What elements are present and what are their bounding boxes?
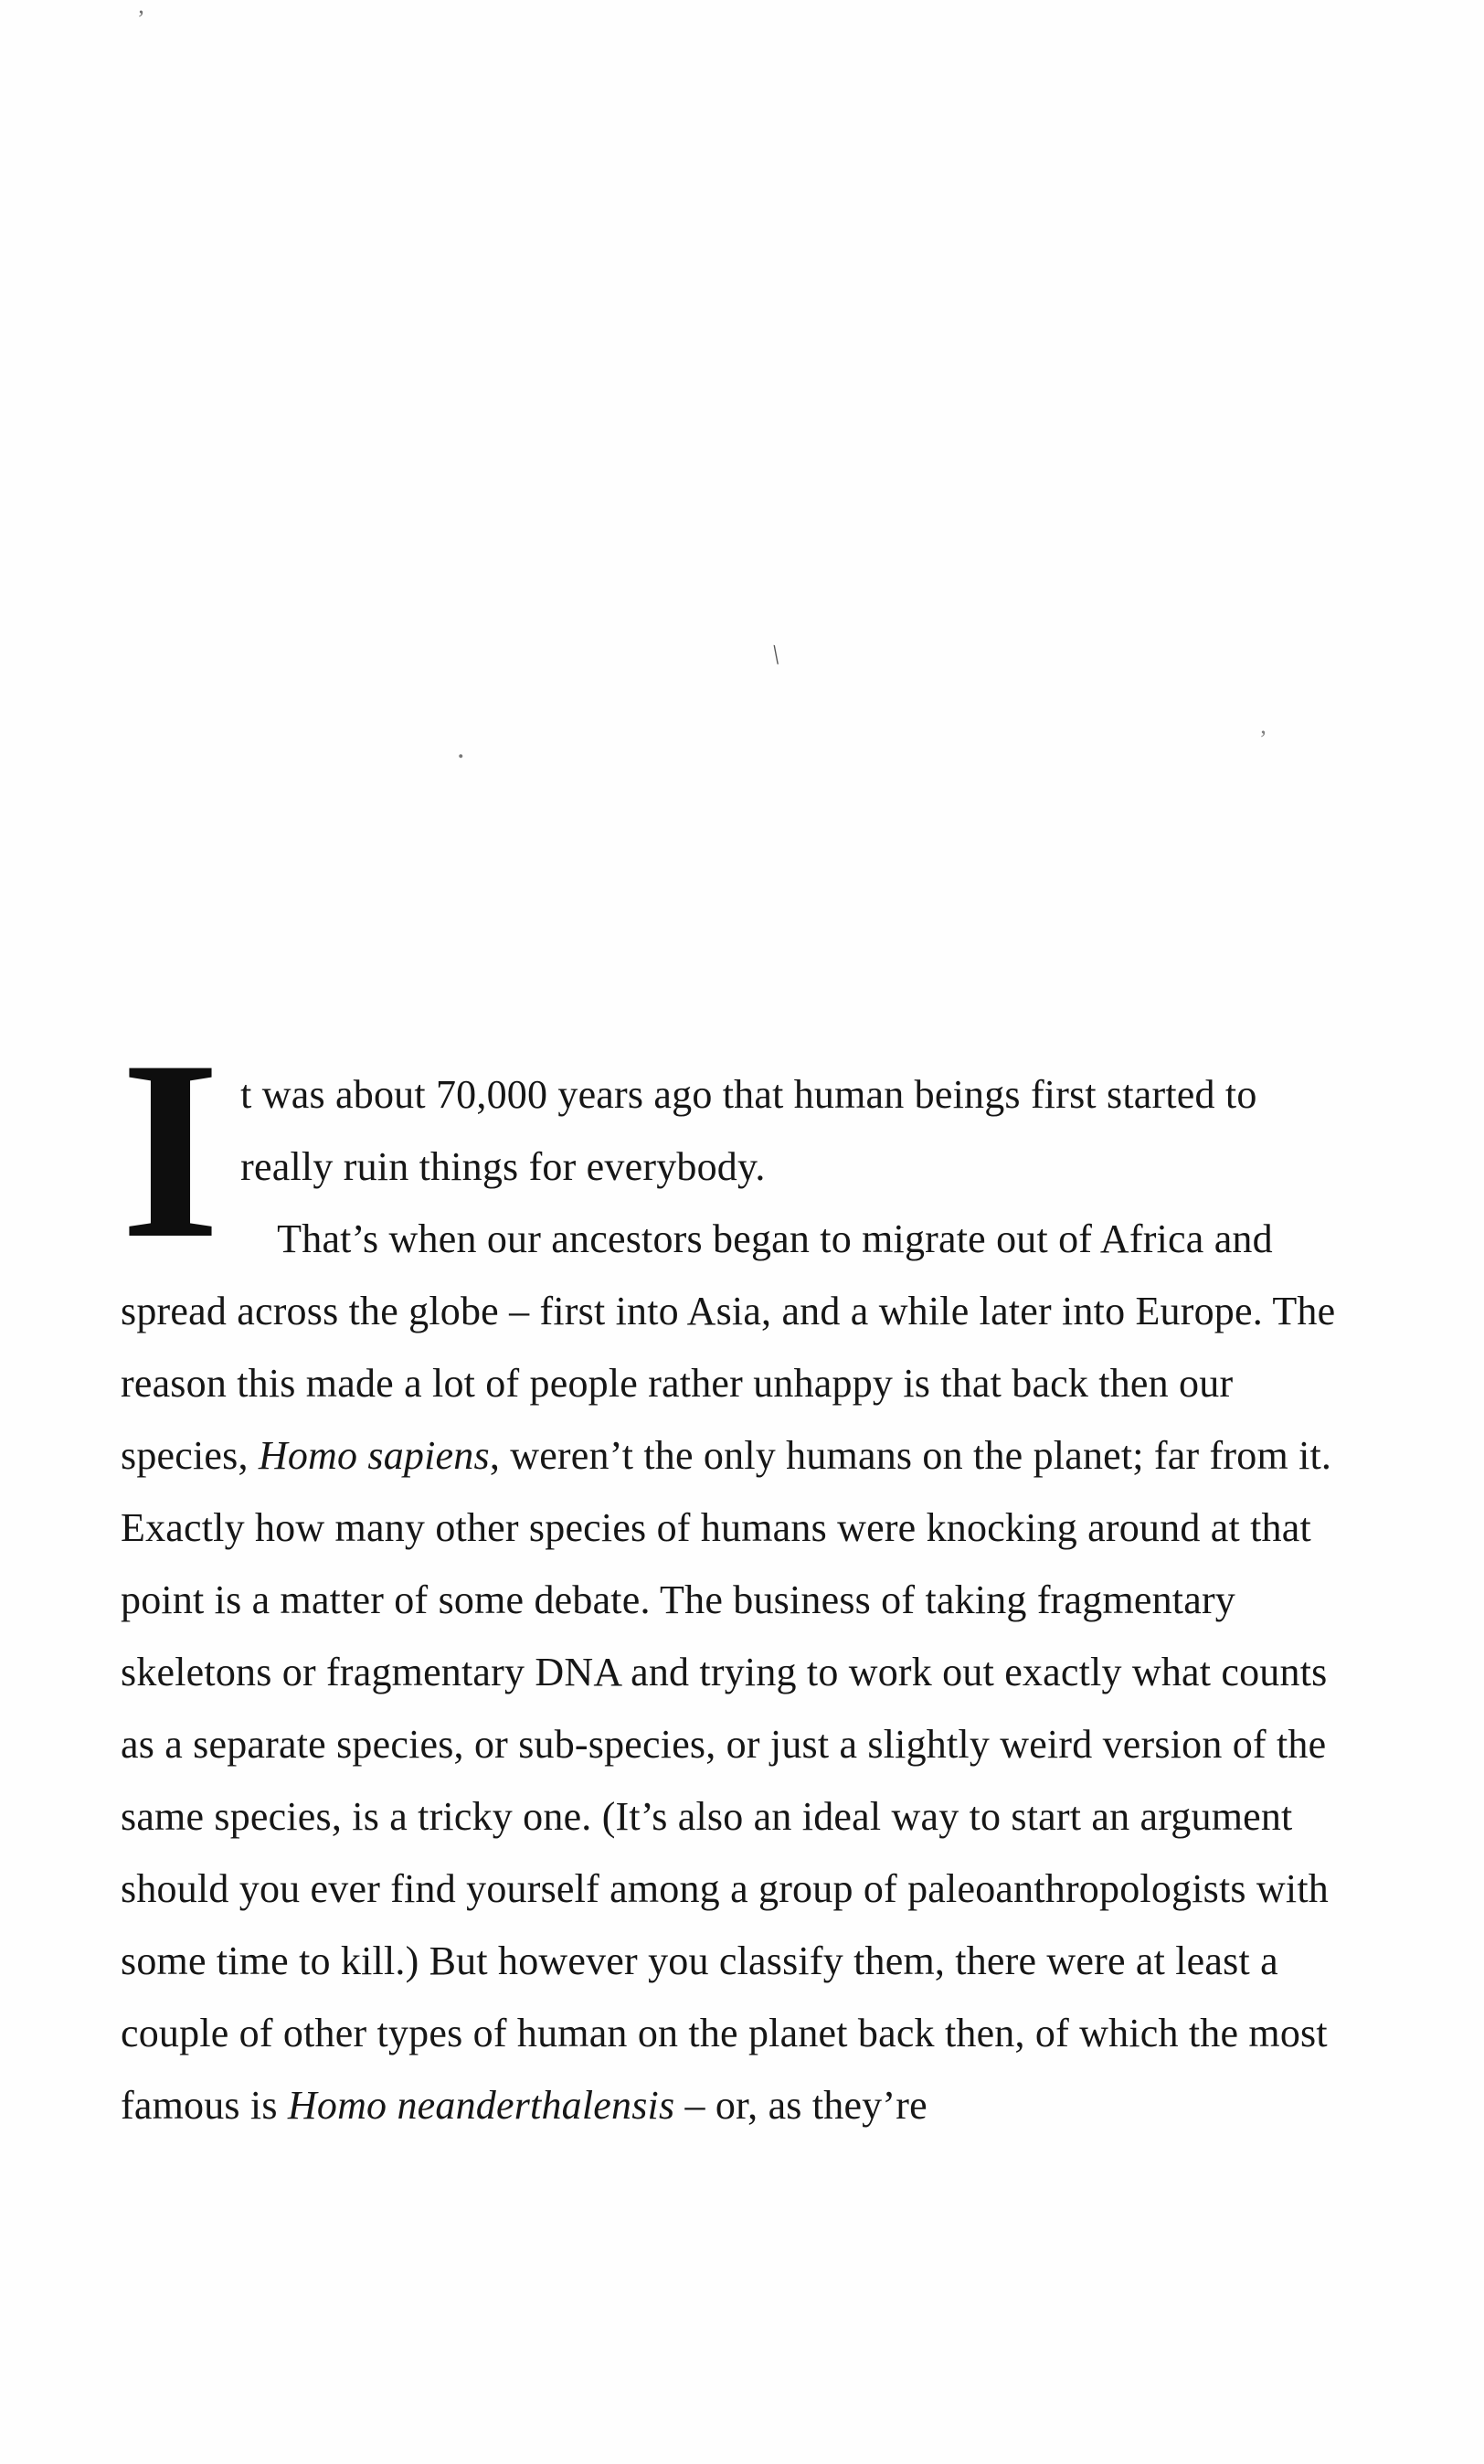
scan-artifact: \: [769, 639, 782, 671]
species-name-italic: Homo neanderthalensis: [287, 2083, 675, 2128]
species-name-italic: Homo sapiens: [258, 1433, 490, 1478]
page-text: [121, 1007, 1343, 2141]
opening-paragraph-text: t was about 70,000 years ago that human beings first started to really ruin things for everybody.: [240, 1072, 1257, 1189]
opening-paragraph: [121, 1007, 1343, 1291]
text-run: , weren’t the only humans on the planet; far from it. Exactly how many other species of humans were knocking around at that point is a matter of some debate. The business of taking fragmentary skeletons or fragmentary DNA and trying to work out exactly what counts as a separate species, or sub-species, or just a slightly weird version of the same species, is a tricky one. (It’s also an ideal way to start an argument should you ever find yourself among a group of paleoanthropologists with some time to kill.) But however you classify them, there were at least a couple of other types of human on the planet back then, of which the most famous is: [121, 1433, 1332, 2128]
scan-artifact: .: [457, 731, 465, 765]
scan-artifact: ’: [1259, 726, 1267, 752]
drop-cap: I: [121, 1007, 221, 1291]
text-run: That’s when our ancestors began to migrate out of Africa and spread across the globe – first into Asia, and a while later into Europe. The reason this made a lot of people rather unhappy is that back then our species,: [121, 1216, 1336, 1478]
text-run: – or, as they’re: [674, 2083, 928, 2128]
body-paragraph: [121, 1203, 1343, 2141]
scan-artifact: ’: [137, 5, 145, 32]
